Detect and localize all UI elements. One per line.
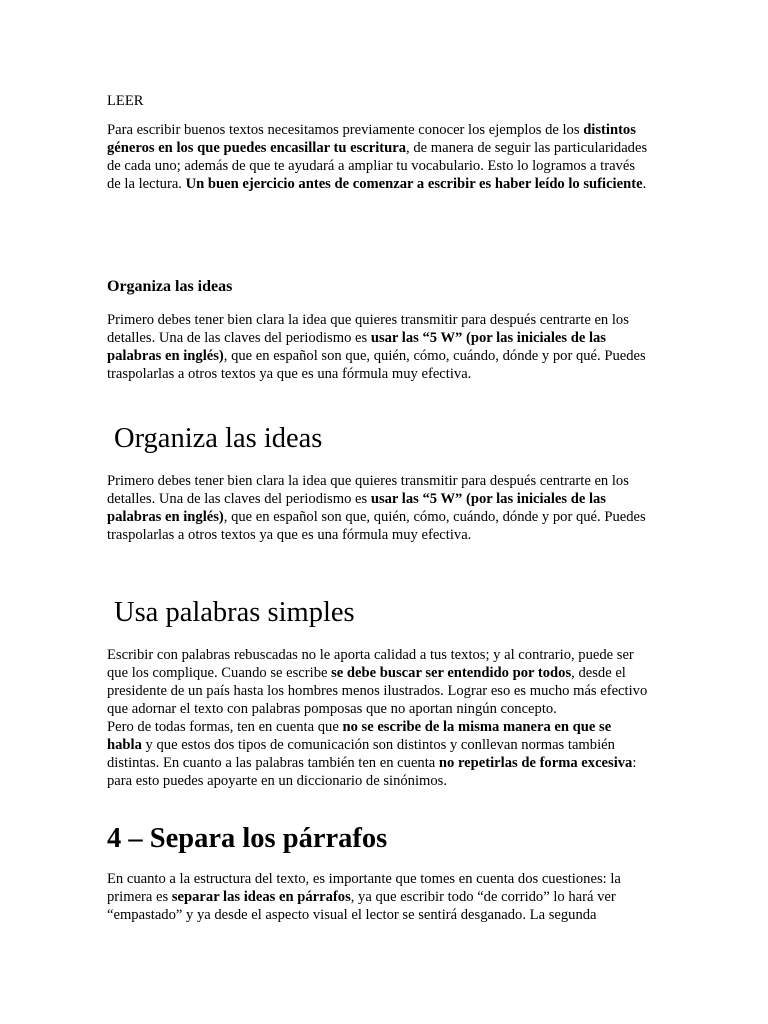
section-heading: Organiza las ideas	[107, 278, 233, 295]
bold-text-run: usar las “5 W” (por las iniciales de las	[370, 491, 606, 507]
text-run: .	[642, 176, 647, 192]
section-usa-palabras-body	[107, 646, 655, 790]
bold-text-run: géneros en los que puedes encasillar tu escritura	[107, 140, 407, 156]
text-run: Primero debes tener bien clara la idea que quieres transmitir para después centrarte en los	[107, 312, 629, 328]
paragraph	[107, 646, 655, 790]
text-run: presidente de un país hasta los hombres menos ilustrados. Lograr eso es mucho más efectivo	[107, 683, 648, 699]
section-heading: 4 – Separa los párrafos	[107, 823, 388, 854]
text-run: Primero debes tener bien clara la idea que quieres transmitir para después centrarte en los	[107, 473, 629, 489]
text-line	[107, 490, 655, 508]
text-run: primera es	[107, 889, 172, 905]
section-separa-parrafos-body	[107, 870, 655, 924]
text-line	[107, 311, 655, 329]
text-line	[107, 508, 655, 526]
text-run: , desde el	[571, 665, 626, 681]
text-run: para esto puedes apoyarte en un diccionario de sinónimos.	[107, 773, 448, 789]
text-line	[107, 646, 655, 664]
text-line	[107, 157, 655, 175]
text-line	[107, 365, 655, 383]
bold-text-run: Un buen ejercicio antes de comenzar a escribir es haber leído lo suficiente	[185, 176, 643, 192]
text-line	[107, 347, 655, 365]
paragraph	[107, 311, 655, 383]
paragraph	[107, 472, 655, 544]
text-run: y que estos dos tipos de comunicación son distintos y conllevan normas también	[141, 737, 615, 753]
text-run: detalles. Una de las claves del periodismo es	[107, 330, 371, 346]
bold-text-run: no repetirlas de forma excesiva	[438, 755, 633, 771]
text-line	[107, 526, 655, 544]
bold-text-run: habla	[107, 737, 142, 753]
text-run: distintas. En cuanto a las palabras también ten en cuenta	[107, 755, 439, 771]
section-heading: Usa palabras simples	[114, 597, 355, 628]
bold-text-run: usar las “5 W” (por las iniciales de las	[370, 330, 606, 346]
text-run: Escribir con palabras rebuscadas no le aporta calidad a tus textos; y al contrario, puede ser	[107, 647, 634, 663]
section-usa-palabras	[114, 596, 662, 630]
text-run: En cuanto a la estructura del texto, es importante que tomes en cuenta dos cuestiones: la	[107, 871, 621, 887]
text-line	[107, 700, 655, 718]
text-run: “empastado” y ya desde el aspecto visual el lector se sentirá desganado. La segunda	[107, 907, 597, 923]
text-run: , ya que escribir todo “de corrido” lo hará ver	[350, 889, 616, 905]
text-line	[107, 736, 655, 754]
bold-text-run: se debe buscar ser entendido por todos	[331, 665, 572, 681]
text-run: traspolarlas a otros textos ya que es una fórmula muy efectiva.	[107, 366, 472, 382]
text-run: traspolarlas a otros textos ya que es una fórmula muy efectiva.	[107, 527, 472, 543]
text-run: Para escribir buenos textos necesitamos previamente conocer los ejemplos de los	[107, 122, 584, 138]
text-line	[107, 139, 655, 157]
paragraph	[107, 121, 655, 193]
bold-text-run: separar las ideas en párrafos	[171, 889, 351, 905]
text-run: , que en español son que, quién, cómo, cuándo, dónde y por qué. Puedes	[223, 348, 646, 364]
bold-text-run: palabras en inglés)	[107, 348, 224, 364]
text-run: :	[632, 755, 637, 771]
text-line	[107, 121, 655, 139]
text-line	[107, 472, 655, 490]
text-line	[107, 906, 655, 924]
text-line	[107, 772, 655, 790]
text-line	[107, 870, 655, 888]
bold-text-run: palabras en inglés)	[107, 509, 224, 525]
text-line	[107, 682, 655, 700]
text-run: detalles. Una de las claves del periodismo es	[107, 491, 371, 507]
bold-text-run: no se escribe de la misma manera en que se	[342, 719, 612, 735]
text-line	[107, 888, 655, 906]
text-run: , que en español son que, quién, cómo, cuándo, dónde y por qué. Puedes	[223, 509, 646, 525]
text-run: que adornar el texto con palabras pomposas que no aportan ningún concepto.	[107, 701, 557, 717]
section-leer-body	[107, 121, 655, 193]
text-run: de cada uno; además de que te ayudará a ampliar tu vocabulario. Esto lo logramos a través	[107, 158, 636, 174]
text-run: de la lectura.	[107, 176, 186, 192]
section-organiza-large-body	[107, 472, 655, 544]
section-organiza-small	[107, 277, 655, 297]
section-heading: Organiza las ideas	[114, 423, 323, 454]
text-run: Pero de todas formas, ten en cuenta que	[107, 719, 343, 735]
text-line	[107, 329, 655, 347]
bold-text-run: distintos	[583, 122, 636, 138]
section-organiza-small-body	[107, 311, 655, 383]
text-line	[107, 718, 655, 736]
text-run: que los complique. Cuando se escribe	[107, 665, 332, 681]
section-heading: LEER	[107, 93, 144, 109]
text-line	[107, 664, 655, 682]
text-line	[107, 175, 655, 193]
section-leer	[107, 92, 655, 110]
text-line	[107, 754, 655, 772]
paragraph	[107, 870, 655, 924]
text-run: , de manera de seguir las particularidades	[406, 140, 648, 156]
section-separa-parrafos	[107, 822, 655, 856]
section-organiza-large	[114, 422, 662, 456]
